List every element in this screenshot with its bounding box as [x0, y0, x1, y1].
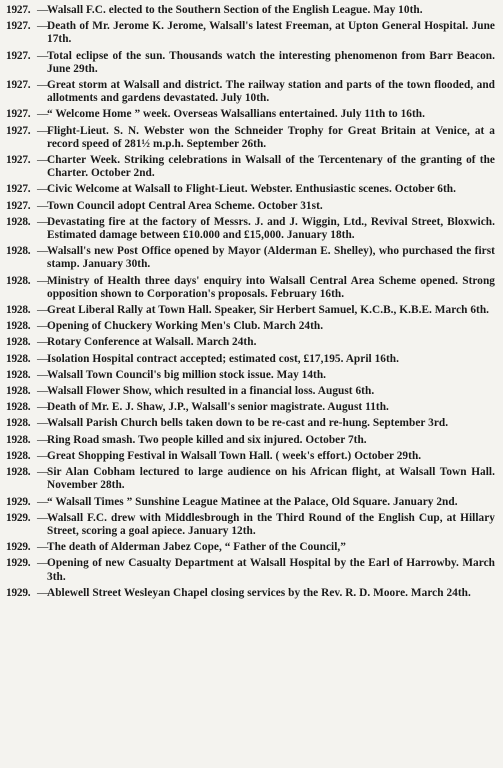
- chronology-entry: [6, 275, 495, 301]
- entry-year: 1928.: [6, 449, 31, 462]
- chronology-entry: [6, 385, 495, 398]
- entry-year: 1927.: [6, 20, 31, 33]
- chronology-entry: [6, 434, 495, 447]
- entry-text: Sir Alan Cobham lectured to large audience on his African flight, at Walsall Town Hall. November 28th.: [47, 466, 495, 492]
- entry-text: Civic Welcome at Walsall to Flight-Lieut. Webster. Enthusiastic scenes. October 6th.: [47, 183, 456, 196]
- entry-dash: —: [37, 245, 49, 258]
- entry-dash: —: [37, 20, 49, 33]
- chronology-entry: [6, 587, 495, 600]
- entry-dash: —: [37, 495, 49, 508]
- entry-text: “ Welcome Home ” week. Overseas Walsallians entertained. July 11th to 16th.: [47, 108, 425, 121]
- entry-year: 1927.: [6, 49, 31, 62]
- entry-text: Total eclipse of the sun. Thousands watch the interesting phenomenon from Barr Beacon. June 29th.: [47, 49, 495, 75]
- entry-year: 1929.: [6, 557, 31, 570]
- entry-dash: —: [37, 417, 49, 430]
- chronology-entry: [6, 154, 495, 180]
- entry-year: 1927.: [6, 4, 31, 16]
- entry-year: 1927.: [6, 108, 31, 121]
- entry-dash: —: [37, 449, 49, 462]
- entry-dash: —: [37, 368, 49, 381]
- chronology-entry: [6, 417, 495, 430]
- entry-text: Ministry of Health three days' enquiry into Walsall Central Area Scheme opened. Strong opposition shown to Corporation's proposals. February 16th.: [47, 274, 495, 300]
- entry-dash: —: [37, 79, 49, 92]
- chronology-entry: [6, 353, 495, 366]
- entry-text: Walsall Town Council's big million stock issue. May 14th.: [47, 368, 327, 381]
- entry-dash: —: [37, 108, 49, 121]
- chronology-entry: [6, 245, 495, 271]
- entry-year: 1927.: [6, 124, 31, 137]
- entry-year: 1929.: [6, 541, 31, 554]
- entry-year: 1928.: [6, 401, 31, 414]
- chronology-entry: [6, 401, 495, 414]
- entry-dash: —: [37, 199, 49, 212]
- chronology-entry: [6, 541, 495, 554]
- chronology-entry: [6, 320, 495, 333]
- entry-year: 1928.: [6, 417, 31, 430]
- chronology-entry: [6, 79, 495, 105]
- entry-text: Walsall Parish Church bells taken down to be re-cast and re-hung. September 3rd.: [47, 417, 449, 430]
- entry-year: 1927.: [6, 183, 31, 196]
- chronology-entry: [6, 336, 495, 349]
- entry-text: Ring Road smash. Two people killed and six injured. October 7th.: [47, 433, 367, 446]
- chronology-entry: [6, 125, 495, 151]
- entry-text: Isolation Hospital contract accepted; estimated cost, £17,195. April 16th.: [47, 352, 399, 365]
- entry-text: The death of Alderman Jabez Cope, “ Father of the Council,”: [47, 541, 346, 554]
- chronology-entry: [6, 369, 495, 382]
- entry-year: 1928.: [6, 215, 31, 228]
- entry-dash: —: [37, 215, 49, 228]
- entry-year: 1929.: [6, 586, 31, 599]
- entry-year: 1928.: [6, 368, 31, 381]
- entry-year: 1928.: [6, 385, 31, 398]
- entry-year: 1929.: [6, 511, 31, 524]
- entry-text: Opening of new Casualty Department at Walsall Hospital by the Earl of Harrowby. March 3th.: [47, 557, 495, 583]
- entry-dash: —: [37, 385, 49, 398]
- entry-text: Town Council adopt Central Area Scheme. October 31st.: [47, 199, 323, 212]
- entry-year: 1928.: [6, 433, 31, 446]
- entry-dash: —: [37, 183, 49, 196]
- chronology-entry: [6, 183, 495, 196]
- entry-text: Devastating fire at the factory of Messrs. J. and J. Wiggin, Ltd., Revival Street, Bloxwich. Estimated damage between £10.000 and £15,000. January 18th.: [47, 215, 495, 242]
- chronology-entry: [6, 50, 495, 76]
- entry-text: Great storm at Walsall and district. The railway station and parts of the town flooded, and allotments and gardens devastated. July 10th.: [47, 79, 495, 105]
- entry-year: 1927.: [6, 154, 31, 167]
- entry-dash: —: [37, 49, 49, 62]
- entry-dash: —: [37, 124, 49, 137]
- entry-dash: —: [37, 154, 49, 167]
- entry-dash: —: [37, 336, 49, 349]
- chronology-entry: [6, 4, 495, 17]
- entry-text: Flight-Lieut. S. N. Webster won the Schneider Trophy for Great Britain at Venice, at a record speed of 281½ m.p.h. September 26th.: [47, 124, 495, 150]
- chronology-entry: [6, 450, 495, 463]
- entry-text: Walsall Flower Show, which resulted in a financial loss. August 6th.: [47, 385, 375, 398]
- entry-dash: —: [37, 304, 49, 317]
- entry-text: Walsall F.C. drew with Middlesbrough in the Third Round of the English Cup, at Hillary Street, scoring a goal apiece. January 12th.: [47, 511, 495, 537]
- entry-year: 1928.: [6, 352, 31, 365]
- entry-dash: —: [37, 557, 49, 570]
- entry-dash: —: [37, 433, 49, 446]
- entry-text: Rotary Conference at Walsall. March 24th.: [47, 336, 257, 349]
- entry-year: 1928.: [6, 336, 31, 349]
- chronology-entry: [6, 20, 495, 46]
- entry-text: Opening of Chuckery Working Men's Club. March 24th.: [47, 320, 324, 333]
- entry-year: 1928.: [6, 466, 31, 479]
- entry-year: 1928.: [6, 274, 31, 287]
- entry-year: 1928.: [6, 304, 31, 317]
- entry-text: Great Shopping Festival in Walsall Town Hall. ( week's effort.) October 29th.: [47, 449, 422, 462]
- entry-text: Walsall F.C. elected to the Southern Section of the English League. May 10th.: [47, 4, 423, 16]
- entry-dash: —: [37, 541, 49, 554]
- entry-text: Death of Mr. E. J. Shaw, J.P., Walsall's senior magistrate. August 11th.: [47, 401, 389, 414]
- chronology-entry: [6, 200, 495, 213]
- entry-dash: —: [37, 352, 49, 365]
- entry-text: Death of Mr. Jerome K. Jerome, Walsall's latest Freeman, at Upton General Hospital. June 17th.: [47, 20, 495, 46]
- entry-text: Great Liberal Rally at Town Hall. Speaker, Sir Herbert Samuel, K.C.B., K.B.E. March 6th.: [47, 304, 490, 317]
- entry-text: “ Walsall Times ” Sunshine League Matinee at the Palace, Old Square. January 2nd.: [47, 495, 458, 508]
- entry-year: 1929.: [6, 495, 31, 508]
- entry-year: 1927.: [6, 79, 31, 92]
- entry-dash: —: [37, 274, 49, 287]
- chronology-entry: [6, 557, 495, 583]
- chronology-entry: [6, 216, 495, 242]
- entry-dash: —: [37, 586, 49, 599]
- chronology-entry: [6, 304, 495, 317]
- chronology-entry: [6, 108, 495, 121]
- entry-text: Charter Week. Striking celebrations in Walsall of the Tercentenary of the granting of the Charter. October 2nd.: [47, 154, 495, 180]
- chronology-entry: [6, 512, 495, 538]
- entry-dash: —: [37, 4, 49, 16]
- entry-year: 1928.: [6, 245, 31, 258]
- entry-text: Ablewell Street Wesleyan Chapel closing services by the Rev. R. D. Moore. March 24th.: [47, 586, 471, 599]
- entry-dash: —: [37, 511, 49, 524]
- entry-dash: —: [37, 320, 49, 333]
- entry-dash: —: [37, 466, 49, 479]
- entry-year: 1927.: [6, 199, 31, 212]
- entry-year: 1928.: [6, 320, 31, 333]
- entry-text: Walsall's new Post Office opened by Mayor (Alderman E. Shelley), who purchased the first stamp. January 30th.: [47, 245, 495, 271]
- chronology-entry: [6, 466, 495, 492]
- entry-dash: —: [37, 401, 49, 414]
- chronology-entry: [6, 496, 495, 509]
